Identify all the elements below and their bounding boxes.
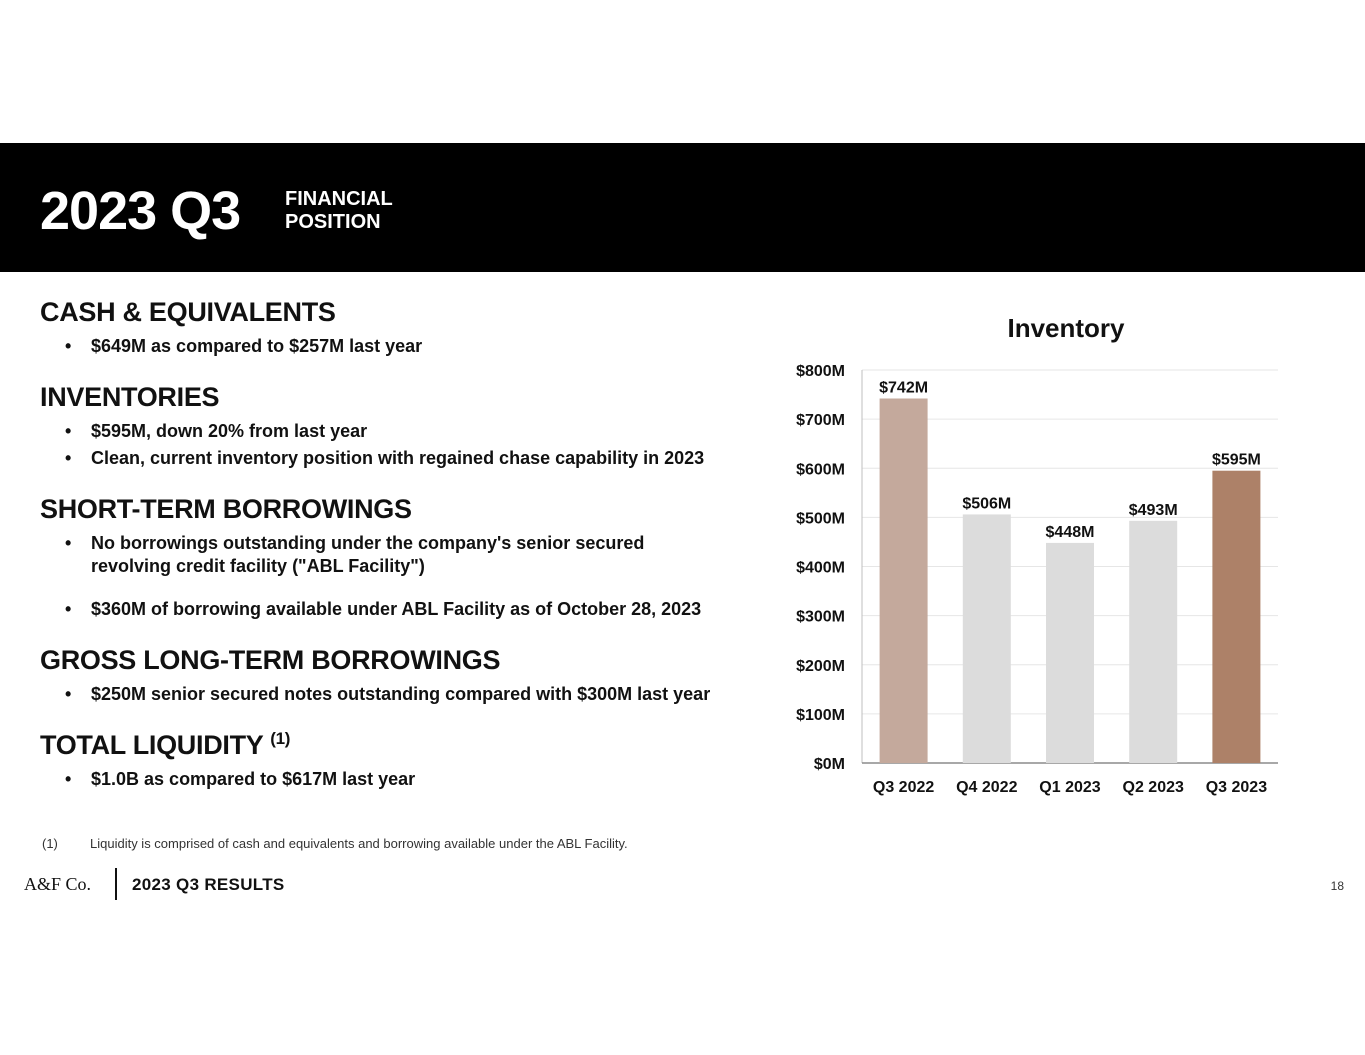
bullet-icon: • (65, 448, 72, 468)
bullet-icon: • (65, 769, 72, 789)
bullet-list-long-term (40, 683, 760, 706)
bullet-list-cash (40, 335, 760, 358)
page-title: 2023 Q3 (40, 181, 241, 241)
y-tick-label: $100M (796, 706, 845, 724)
page-subtitle-line1: FINANCIAL (285, 188, 393, 210)
bullet-text: Clean, current inventory position with regained chase capability in 2023 (91, 448, 705, 468)
section-heading-cash: CASH & EQUIVALENTS (40, 297, 336, 327)
bullet-text: $649M as compared to $257M last year (91, 336, 423, 356)
section-short-term-borrowings (40, 492, 760, 621)
y-tick-label: $200M (796, 657, 845, 675)
list-item (40, 335, 760, 358)
section-heading-long-term: GROSS LONG-TERM BORROWINGS (40, 645, 501, 675)
x-tick-label: Q3 2023 (1205, 779, 1268, 796)
x-tick-label: Q1 2023 (1039, 779, 1101, 796)
bullet-icon: • (65, 599, 72, 619)
footnote-number: (1) (42, 836, 58, 851)
section-heading-inventories: INVENTORIES (40, 382, 220, 412)
list-item (40, 598, 760, 621)
data-label: $448M (1045, 523, 1095, 541)
bar-q3-2023 (1212, 471, 1260, 763)
bullet-text: $360M of borrowing available under ABL Facility as of October 28, 2023 (91, 599, 702, 619)
data-label: $493M (1128, 501, 1178, 519)
section-heading-short-term: SHORT-TERM BORROWINGS (40, 494, 412, 524)
x-tick-label: Q3 2022 (872, 779, 935, 796)
y-tick-label: $400M (796, 559, 845, 577)
footnote-marker: (1) (270, 729, 291, 748)
data-label: $742M (879, 379, 929, 397)
section-heading-liquidity-text: TOTAL LIQUIDITY (40, 730, 264, 760)
x-tick-label: Q4 2022 (956, 779, 1018, 796)
page-number: 18 (1330, 879, 1344, 893)
list-item (40, 768, 760, 791)
bullet-list-liquidity (40, 768, 760, 791)
bullet-list-short-term (40, 532, 760, 621)
list-item (40, 683, 760, 706)
y-tick-label: $300M (796, 608, 845, 626)
section-inventories (40, 380, 760, 470)
bullet-icon: • (65, 336, 72, 356)
list-item (40, 532, 701, 578)
bullet-icon: • (65, 533, 72, 553)
data-label: $506M (962, 495, 1012, 513)
footnote (42, 836, 628, 851)
y-tick-label: $700M (796, 412, 845, 430)
list-item (40, 420, 760, 443)
section-heading-liquidity (40, 728, 760, 762)
y-tick-label: $0M (813, 756, 845, 773)
bullet-icon: • (65, 421, 72, 441)
bullet-icon: • (65, 684, 72, 704)
y-tick-label: $600M (796, 461, 845, 479)
section-total-liquidity (40, 728, 760, 791)
bullet-text: $250M senior secured notes outstanding compared with $300M last year (91, 684, 711, 704)
bar-q3-2022 (880, 398, 928, 763)
x-tick-label: Q2 2023 (1122, 779, 1184, 796)
bullet-list-inventories (40, 420, 760, 470)
bar-q4-2022 (963, 514, 1011, 763)
inventory-chart (760, 300, 1320, 820)
financial-summary (40, 295, 760, 813)
bullet-text: No borrowings outstanding under the company's senior secured revolving credit facility ("ABL Facility") (91, 533, 645, 576)
section-cash (40, 295, 760, 358)
company-logo: A&F Co. (24, 874, 92, 894)
header-banner (0, 143, 1365, 272)
bar-q2-2023 (1129, 521, 1177, 763)
bullet-text: $1.0B as compared to $617M last year (91, 769, 416, 789)
section-long-term-borrowings (40, 643, 760, 706)
bar-q1-2023 (1046, 543, 1094, 763)
footer-label: 2023 Q3 RESULTS (132, 875, 285, 894)
inventory-chart-svg (760, 300, 1320, 820)
list-item (40, 447, 760, 470)
footer-divider (115, 868, 117, 900)
bullet-text: $595M, down 20% from last year (91, 421, 368, 441)
page-subtitle (285, 188, 393, 234)
chart-title: Inventory (1007, 313, 1125, 343)
page-subtitle-line2: POSITION (285, 211, 381, 233)
y-tick-label: $500M (796, 510, 845, 528)
data-label: $595M (1211, 451, 1261, 469)
footnote-text: Liquidity is comprised of cash and equivalents and borrowing available under the ABL Facility. (90, 836, 628, 851)
y-tick-label: $800M (796, 363, 845, 380)
footer (24, 868, 1344, 900)
